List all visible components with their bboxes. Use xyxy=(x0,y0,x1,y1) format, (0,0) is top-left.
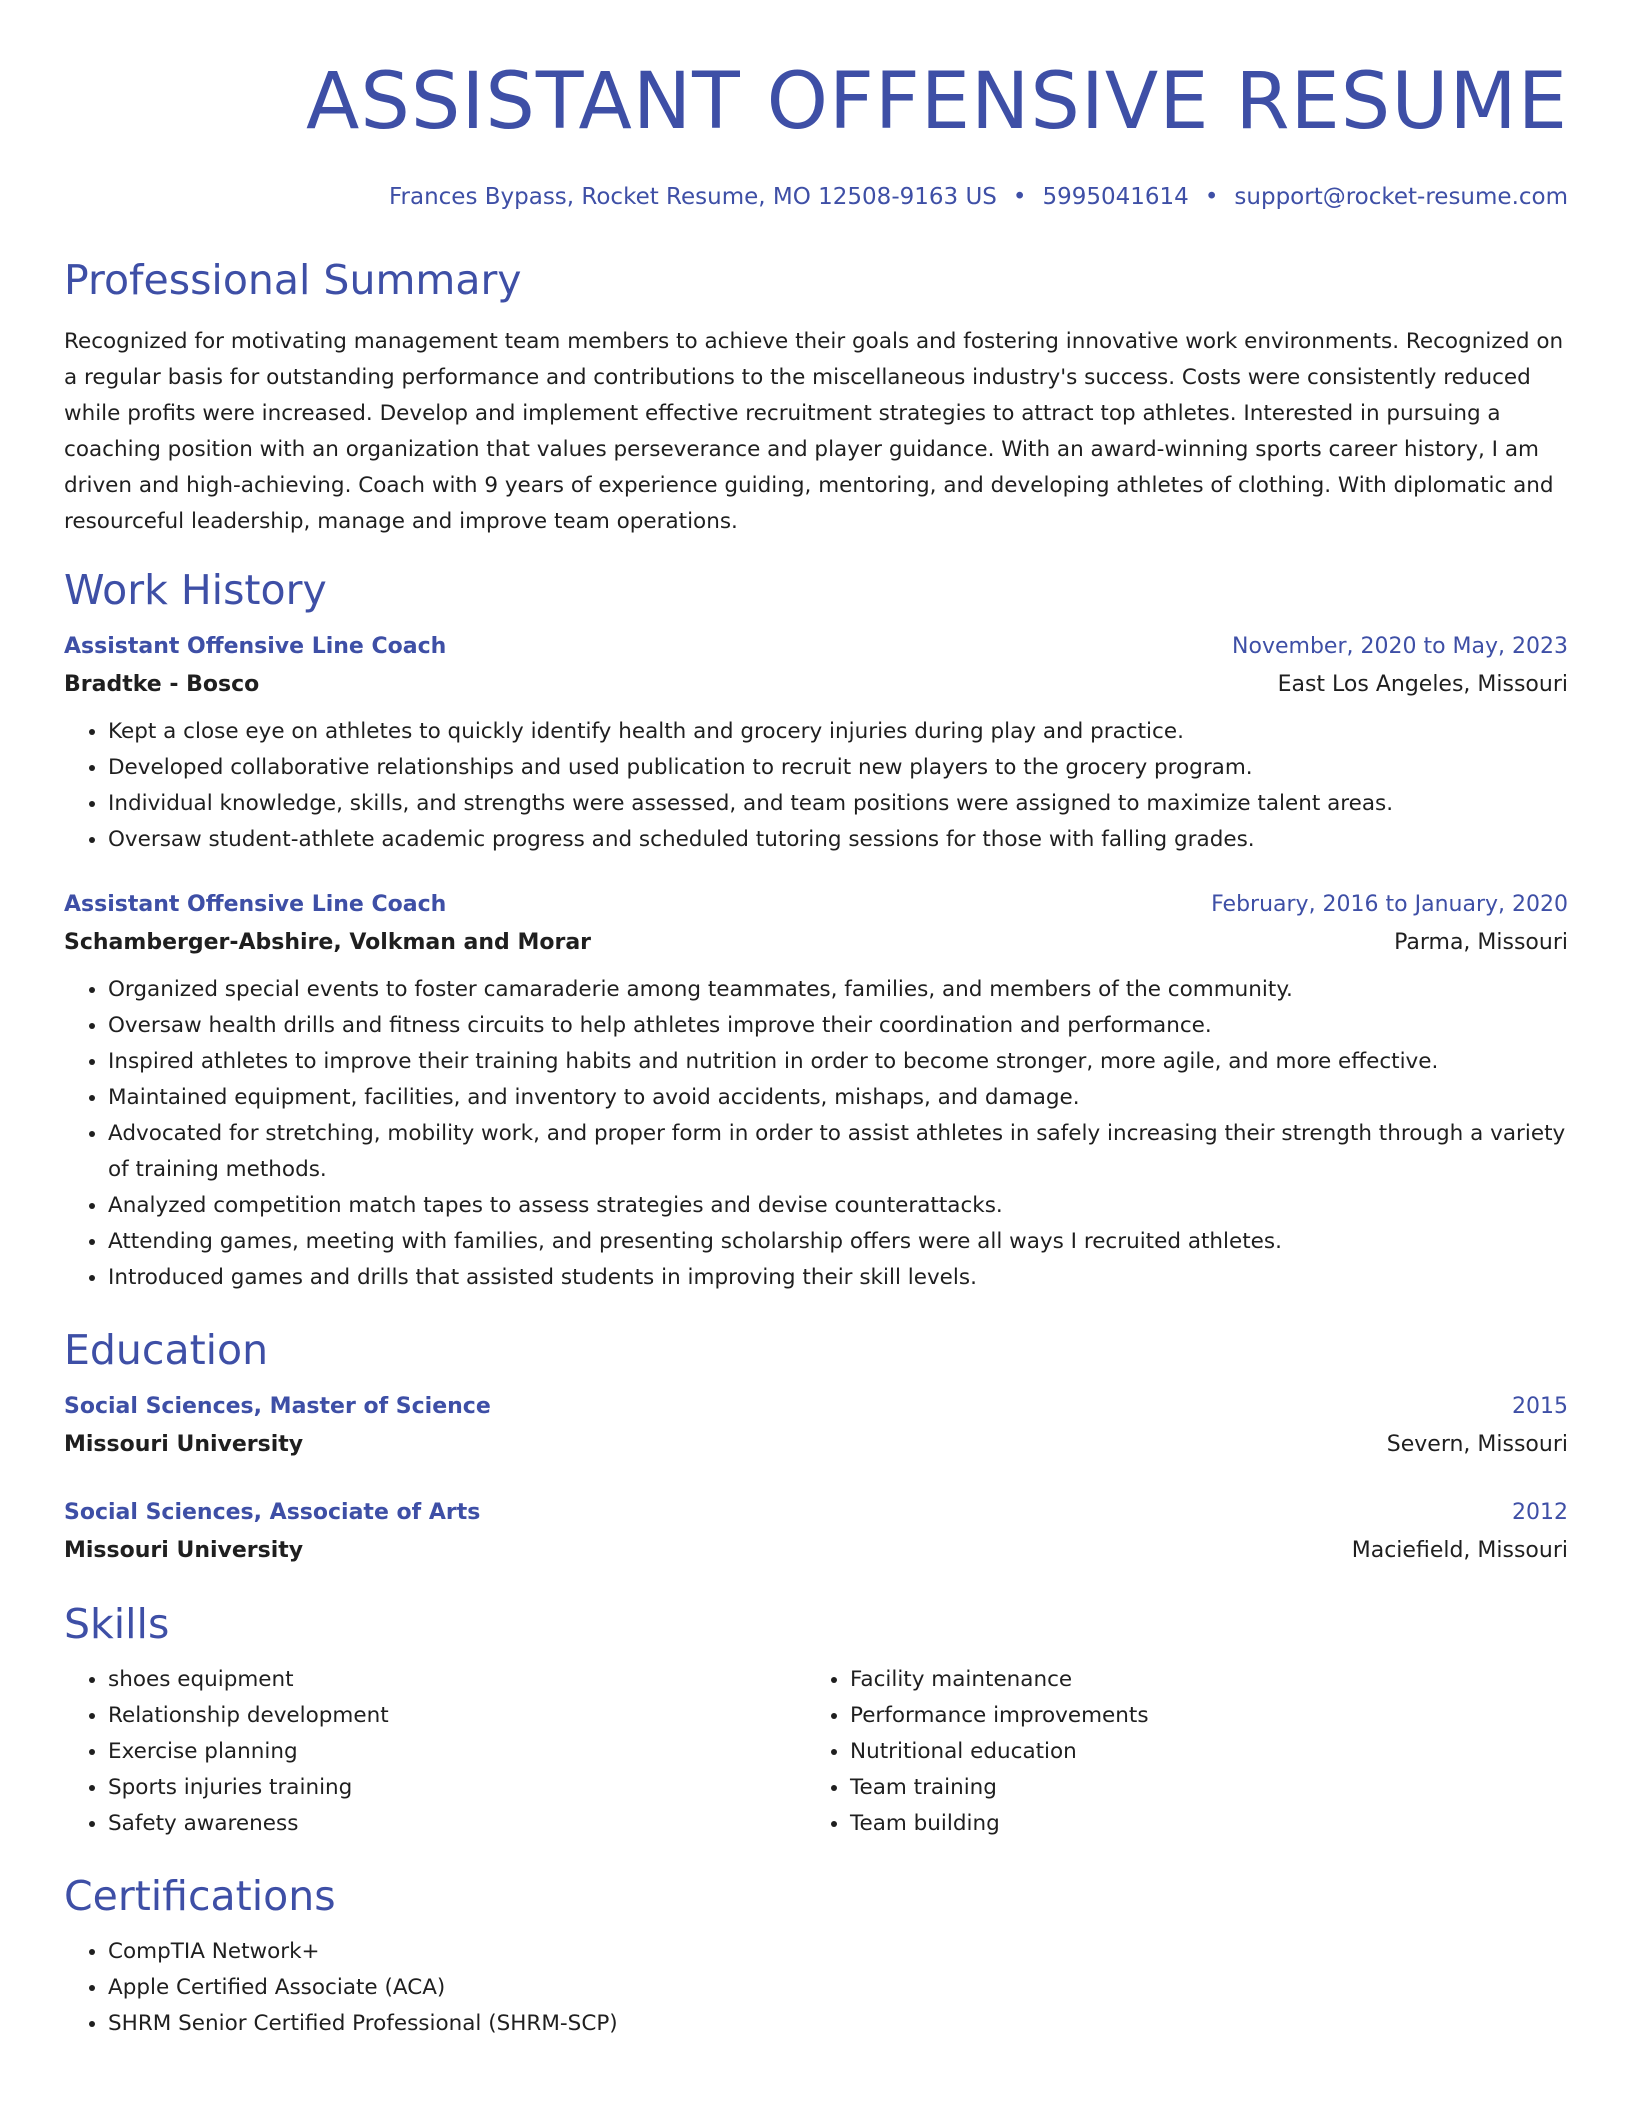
resume-title: ASSISTANT OFFENSIVE RESUME xyxy=(305,57,1568,147)
certification-item: • CompTIA Network+ xyxy=(108,1934,1568,1970)
education-heading: Education xyxy=(64,1326,269,1374)
contact-separator: • xyxy=(1012,184,1027,210)
skill-item: • Team training xyxy=(850,1770,1548,1806)
job-location: Parma, Missouri xyxy=(1394,930,1568,955)
job-title: Assistant Offensive Line Coach xyxy=(64,634,447,659)
job-bullets xyxy=(64,972,1568,1296)
skills-column-left xyxy=(64,1662,806,1842)
education-year: 2015 xyxy=(1512,1394,1568,1419)
skill-item: • Relationship development xyxy=(108,1698,806,1734)
certification-item: • Apple Certified Associate (ACA) xyxy=(108,1970,1568,2006)
job-company: Bradtke - Bosco xyxy=(64,672,260,697)
contact-phone: 5995041614 xyxy=(1042,184,1189,210)
job-title: Assistant Offensive Line Coach xyxy=(64,892,447,917)
job-bullet: • Oversaw health drills and fitness circuits to help athletes improve their coordination and performance. xyxy=(108,1008,1568,1044)
education-entry xyxy=(64,1388,1568,1464)
skill-item: • Sports injuries training xyxy=(108,1770,806,1806)
education-entry xyxy=(64,1494,1568,1570)
summary-text: Recognized for motivating management team members to achieve their goals and fostering innovative work environments. Recognized on a regular basis for outstanding performance and contributions to the miscellaneous industry's success. Costs were consistently reduced while profits were increased. Develop and implement effective recruitment strategies to attract top athletes. Interested in pursuing a coaching position with an organization that values perseverance and player guidance. With an award-winning sports career history, I am driven and high-achieving. Coach with 9 years of experience guiding, mentoring, and developing athletes of clothing. With diplomatic and resourceful leadership, manage and improve team operations. xyxy=(64,329,1564,534)
certifications-heading: Certifications xyxy=(64,1872,336,1920)
skill-item: • shoes equipment xyxy=(108,1662,806,1698)
contact-separator: • xyxy=(1204,184,1219,210)
work-history-heading: Work History xyxy=(64,566,327,614)
job-bullet: • Oversaw student-athlete academic progress and scheduled tutoring sessions for those with falling grades. xyxy=(108,822,1568,858)
contact-email: support@rocket-resume.com xyxy=(1234,184,1568,210)
skills-grid xyxy=(64,1662,1568,1842)
skills-column-right xyxy=(806,1662,1548,1842)
education-school: Missouri University xyxy=(64,1432,304,1457)
education-degree: Social Sciences, Associate of Arts xyxy=(64,1500,481,1525)
education-location: Maciefield, Missouri xyxy=(1351,1538,1568,1563)
job-company: Schamberger-Abshire, Volkman and Morar xyxy=(64,930,592,955)
summary-heading: Professional Summary xyxy=(64,256,522,304)
certification-item: • SHRM Senior Certified Professional (SHRM-SCP) xyxy=(108,2006,1568,2042)
job-entry xyxy=(64,628,1568,858)
job-location: East Los Angeles, Missouri xyxy=(1277,672,1568,697)
skill-item: • Team building xyxy=(850,1806,1548,1842)
education-degree: Social Sciences, Master of Science xyxy=(64,1394,491,1419)
skill-item: • Exercise planning xyxy=(108,1734,806,1770)
job-dates: November, 2020 to May, 2023 xyxy=(1232,634,1568,659)
skill-item: • Nutritional education xyxy=(850,1734,1548,1770)
education-year: 2012 xyxy=(1512,1500,1568,1525)
job-bullet: • Maintained equipment, facilities, and inventory to avoid accidents, mishaps, and damage. xyxy=(108,1080,1568,1116)
job-bullet: • Advocated for stretching, mobility work, and proper form in order to assist athletes in safely increasing their strength through a variety of training methods. xyxy=(108,1116,1568,1188)
skill-item: • Facility maintenance xyxy=(850,1662,1548,1698)
job-bullet: • Kept a close eye on athletes to quickly identify health and grocery injuries during play and practice. xyxy=(108,714,1568,750)
job-bullet: • Individual knowledge, skills, and strengths were assessed, and team positions were assigned to maximize talent areas. xyxy=(108,786,1568,822)
certifications-list xyxy=(64,1934,1568,2042)
job-bullets xyxy=(64,714,1568,858)
job-entry xyxy=(64,886,1568,1296)
skill-item: • Performance improvements xyxy=(850,1698,1548,1734)
education-location: Severn, Missouri xyxy=(1386,1432,1568,1457)
job-bullet: • Developed collaborative relationships and used publication to recruit new players to the grocery program. xyxy=(108,750,1568,786)
contact-address: Frances Bypass, Rocket Resume, MO 12508-9163 US xyxy=(388,184,997,210)
contact-line xyxy=(64,180,1568,214)
job-bullet: • Analyzed competition match tapes to assess strategies and devise counterattacks. xyxy=(108,1188,1568,1224)
job-bullet: • Inspired athletes to improve their training habits and nutrition in order to become stronger, more agile, and more effective. xyxy=(108,1044,1568,1080)
education-school: Missouri University xyxy=(64,1538,304,1563)
job-dates: February, 2016 to January, 2020 xyxy=(1211,892,1568,917)
skill-item: • Safety awareness xyxy=(108,1806,806,1842)
skills-heading: Skills xyxy=(64,1600,170,1648)
job-bullet: • Attending games, meeting with families, and presenting scholarship offers were all ways I recruited athletes. xyxy=(108,1224,1568,1260)
job-bullet: • Introduced games and drills that assisted students in improving their skill levels. xyxy=(108,1260,1568,1296)
job-bullet: • Organized special events to foster camaraderie among teammates, families, and members of the community. xyxy=(108,972,1568,1008)
